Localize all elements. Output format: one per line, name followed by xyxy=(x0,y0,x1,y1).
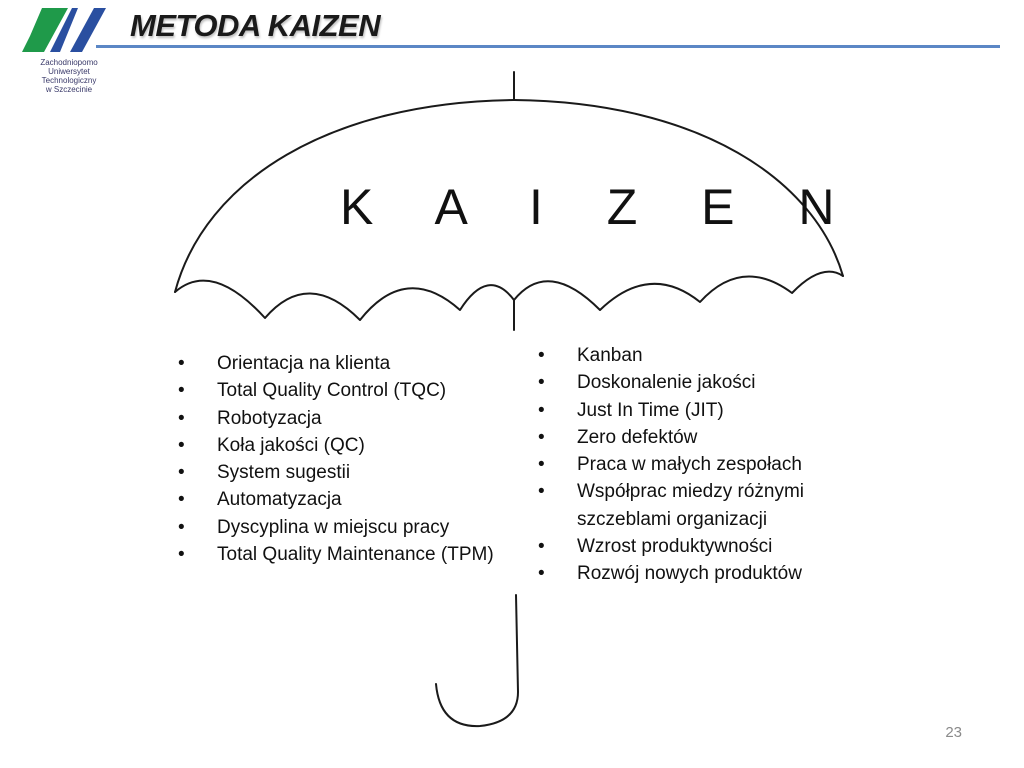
list-item: • Praca w małych zespołach xyxy=(535,451,865,478)
list-item: • Total Quality Maintenance (TPM) xyxy=(175,541,515,568)
logo-text-line: w Szczecinie xyxy=(45,85,93,94)
logo-text-line: Uniwersytet xyxy=(48,67,90,76)
slide-number: 23 xyxy=(945,724,962,741)
list-item: • Kanban xyxy=(535,342,865,369)
list-item: • Robotyzacja xyxy=(175,405,515,432)
list-item: • Zero defektów xyxy=(535,424,865,451)
list-item: • Koła jakości (QC) xyxy=(175,432,515,459)
list-item: • Total Quality Control (TQC) xyxy=(175,377,515,404)
list-item: • Współprac miedzy różnymi szczeblami organizacji xyxy=(535,478,865,533)
list-item: • Just In Time (JIT) xyxy=(535,397,865,424)
list-item: • Automatyzacja xyxy=(175,486,515,513)
umbrella-label: K A I Z E N xyxy=(340,179,860,235)
logo-text-line: Zachodniopomo xyxy=(40,58,98,67)
umbrella-canopy-scallops xyxy=(175,272,843,320)
list-item: • Rozwój nowych produktów xyxy=(535,560,865,587)
list-item: • Wzrost produktywności xyxy=(535,533,865,560)
slide-title: METODA KAIZEN xyxy=(130,8,381,43)
list-item: • Dyscyplina w miejscu pracy xyxy=(175,514,515,541)
left-bullet-list xyxy=(175,350,515,568)
list-item: • System sugestii xyxy=(175,459,515,486)
list-item: • Orientacja na klienta xyxy=(175,350,515,377)
list-item: • Doskonalenie jakości xyxy=(535,369,865,396)
logo-text-line: Technologiczny xyxy=(41,76,97,85)
right-bullet-list xyxy=(535,342,865,588)
